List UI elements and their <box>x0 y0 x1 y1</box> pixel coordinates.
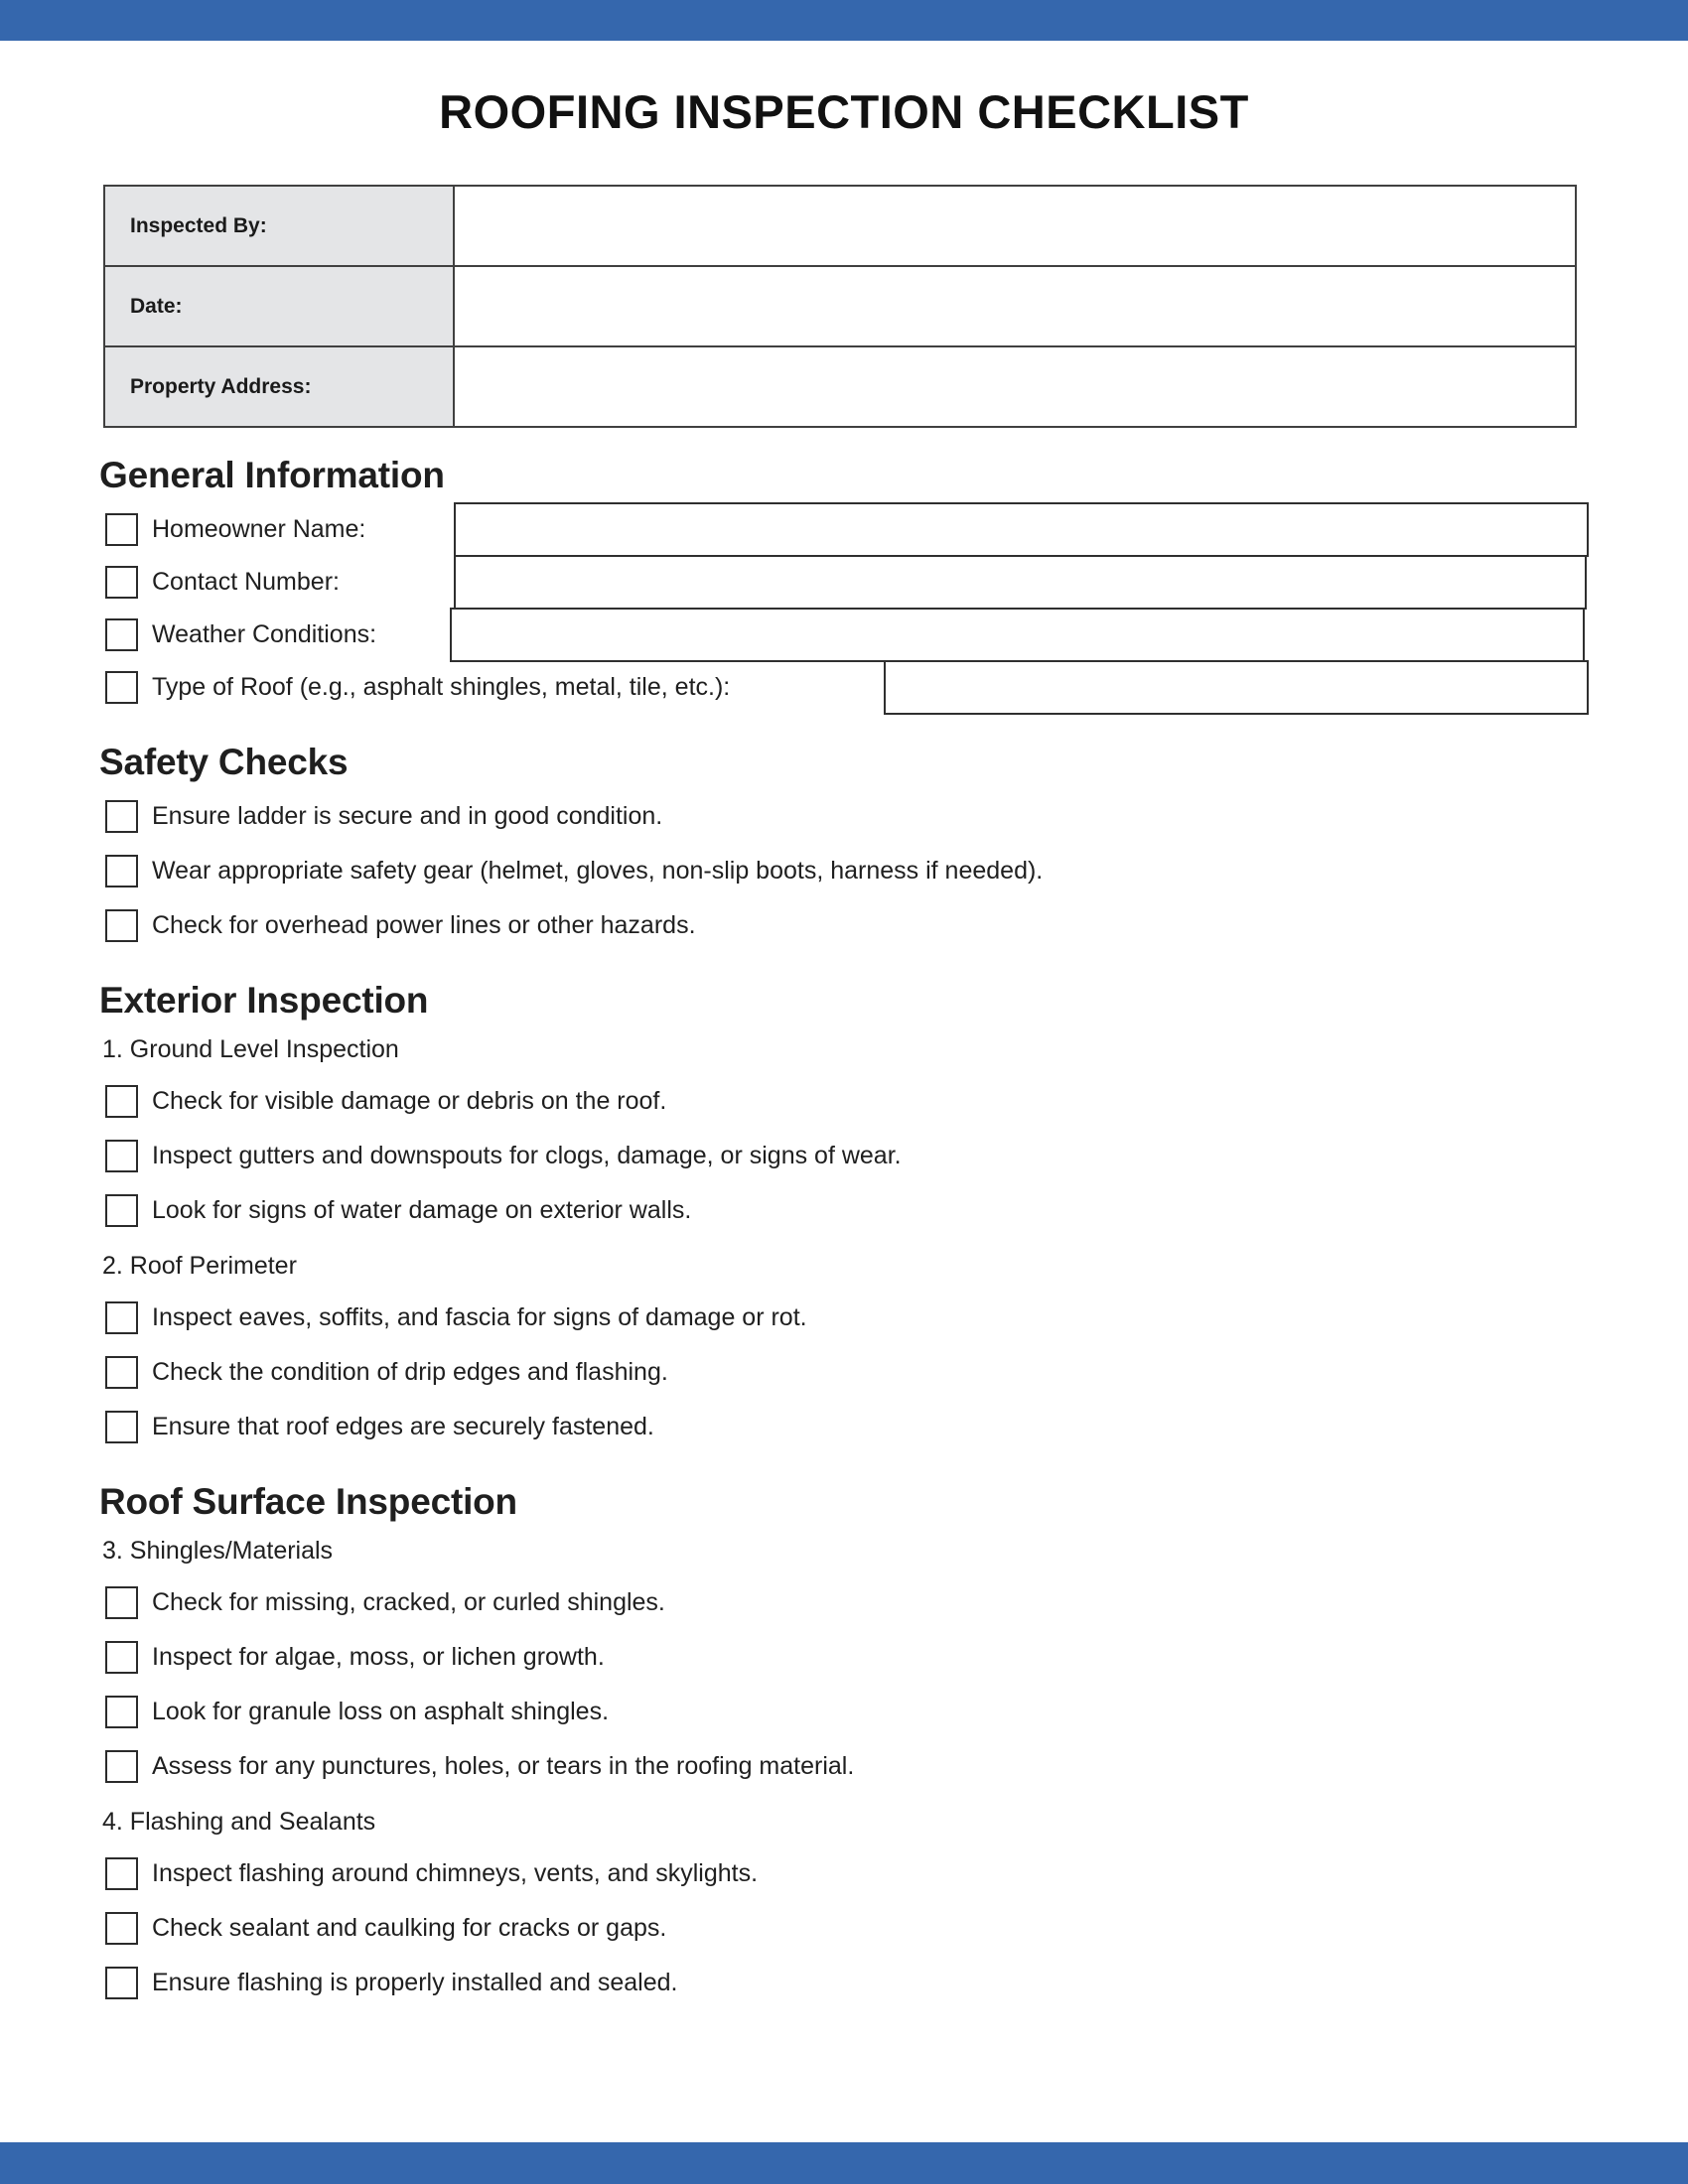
page-title: ROOFING INSPECTION CHECKLIST <box>439 85 1249 138</box>
checkbox-safety-3[interactable] <box>105 909 138 942</box>
subheading-shingles-materials: 3. Shingles/Materials <box>102 1537 334 1565</box>
section-heading-exterior-inspection: Exterior Inspection <box>99 980 429 1021</box>
field-row-type-of-roof <box>99 660 1589 715</box>
checkbox-perimeter-2[interactable] <box>105 1356 138 1389</box>
field-label-type-of-roof: Type of Roof (e.g., asphalt shingles, metal, tile, etc.): <box>152 673 731 701</box>
field-row-contact-number <box>99 555 1589 610</box>
checkbox-homeowner-name[interactable] <box>105 513 138 546</box>
check-label-shingles-4: Assess for any punctures, holes, or tears in the roofing material. <box>152 1752 855 1780</box>
input-weather-conditions[interactable] <box>450 608 1585 662</box>
checkbox-perimeter-1[interactable] <box>105 1301 138 1334</box>
field-row-homeowner-name <box>99 502 1589 557</box>
checkbox-ground-2[interactable] <box>105 1140 138 1172</box>
info-value-date[interactable] <box>454 266 1576 346</box>
checkbox-safety-2[interactable] <box>105 855 138 887</box>
list-item <box>99 1183 1589 1238</box>
inspection-info-table <box>103 185 1577 428</box>
list-item <box>99 1846 1589 1901</box>
info-label-date: Date: <box>104 266 454 346</box>
list-item <box>99 1630 1589 1685</box>
list-item <box>99 1291 1589 1345</box>
list-item <box>99 1575 1589 1630</box>
section-general-information <box>99 455 1589 715</box>
info-value-inspected-by[interactable] <box>454 186 1576 266</box>
checkbox-flashing-2[interactable] <box>105 1912 138 1945</box>
table-row <box>104 346 1576 427</box>
list-item <box>99 898 1589 953</box>
checkbox-contact-number[interactable] <box>105 566 138 599</box>
document-content <box>0 41 1688 2010</box>
check-label-perimeter-2: Check the condition of drip edges and flashing. <box>152 1358 668 1386</box>
checkbox-shingles-1[interactable] <box>105 1586 138 1619</box>
input-homeowner-name[interactable] <box>454 502 1589 557</box>
input-contact-number[interactable] <box>454 555 1587 610</box>
check-label-ground-2: Inspect gutters and downspouts for clogs, damage, or signs of wear. <box>152 1142 902 1169</box>
list-item <box>99 1345 1589 1400</box>
list-item <box>99 1074 1589 1129</box>
table-row <box>104 266 1576 346</box>
list-item <box>99 1685 1589 1739</box>
subheading-ground-level-inspection: 1. Ground Level Inspection <box>102 1035 399 1063</box>
input-type-of-roof[interactable] <box>884 660 1589 715</box>
list-item <box>99 1956 1589 2010</box>
list-item <box>99 1129 1589 1183</box>
list-item <box>99 1400 1589 1454</box>
check-label-flashing-2: Check sealant and caulking for cracks or gaps. <box>152 1914 667 1942</box>
checkbox-shingles-3[interactable] <box>105 1696 138 1728</box>
info-value-property-address[interactable] <box>454 346 1576 427</box>
section-heading-roof-surface-inspection: Roof Surface Inspection <box>99 1481 517 1522</box>
checkbox-safety-1[interactable] <box>105 800 138 833</box>
list-item <box>99 1901 1589 1956</box>
checkbox-shingles-2[interactable] <box>105 1641 138 1674</box>
field-label-homeowner-name: Homeowner Name: <box>152 515 366 543</box>
check-label-flashing-1: Inspect flashing around chimneys, vents, and skylights. <box>152 1859 759 1887</box>
checkbox-flashing-1[interactable] <box>105 1857 138 1890</box>
check-label-shingles-1: Check for missing, cracked, or curled shingles. <box>152 1588 665 1616</box>
check-label-flashing-3: Ensure flashing is properly installed and sealed. <box>152 1969 678 1996</box>
field-row-weather-conditions <box>99 608 1589 662</box>
section-exterior-inspection <box>99 980 1589 1454</box>
check-label-ground-1: Check for visible damage or debris on the roof. <box>152 1087 667 1115</box>
table-row <box>104 186 1576 266</box>
section-roof-surface-inspection <box>99 1481 1589 2010</box>
general-information-fields <box>99 502 1589 715</box>
checkbox-type-of-roof[interactable] <box>105 671 138 704</box>
check-label-safety-3: Check for overhead power lines or other hazards. <box>152 911 696 939</box>
subheading-flashing-and-sealants: 4. Flashing and Sealants <box>102 1808 376 1836</box>
check-label-ground-3: Look for signs of water damage on exterior walls. <box>152 1196 692 1224</box>
field-label-weather-conditions: Weather Conditions: <box>152 620 377 648</box>
field-label-contact-number: Contact Number: <box>152 568 340 596</box>
check-label-perimeter-1: Inspect eaves, soffits, and fascia for signs of damage or rot. <box>152 1303 807 1331</box>
checkbox-flashing-3[interactable] <box>105 1967 138 1999</box>
checkbox-ground-1[interactable] <box>105 1085 138 1118</box>
check-label-shingles-3: Look for granule loss on asphalt shingles. <box>152 1698 610 1725</box>
info-label-property-address: Property Address: <box>104 346 454 427</box>
footer-accent-bar <box>0 2142 1688 2184</box>
info-label-inspected-by: Inspected By: <box>104 186 454 266</box>
section-heading-general-information: General Information <box>99 455 445 495</box>
checkbox-ground-3[interactable] <box>105 1194 138 1227</box>
header-accent-bar <box>0 0 1688 41</box>
check-label-safety-1: Ensure ladder is secure and in good condition. <box>152 802 663 830</box>
list-item <box>99 1739 1589 1794</box>
list-item <box>99 789 1589 844</box>
list-item <box>99 844 1589 898</box>
section-safety-checks <box>99 742 1589 953</box>
subheading-roof-perimeter: 2. Roof Perimeter <box>102 1252 297 1280</box>
check-label-shingles-2: Inspect for algae, moss, or lichen growth. <box>152 1643 605 1671</box>
checkbox-shingles-4[interactable] <box>105 1750 138 1783</box>
checkbox-perimeter-3[interactable] <box>105 1411 138 1443</box>
checkbox-weather-conditions[interactable] <box>105 618 138 651</box>
section-heading-safety-checks: Safety Checks <box>99 742 349 782</box>
check-label-perimeter-3: Ensure that roof edges are securely fastened. <box>152 1413 654 1440</box>
check-label-safety-2: Wear appropriate safety gear (helmet, gloves, non-slip boots, harness if needed). <box>152 857 1044 885</box>
